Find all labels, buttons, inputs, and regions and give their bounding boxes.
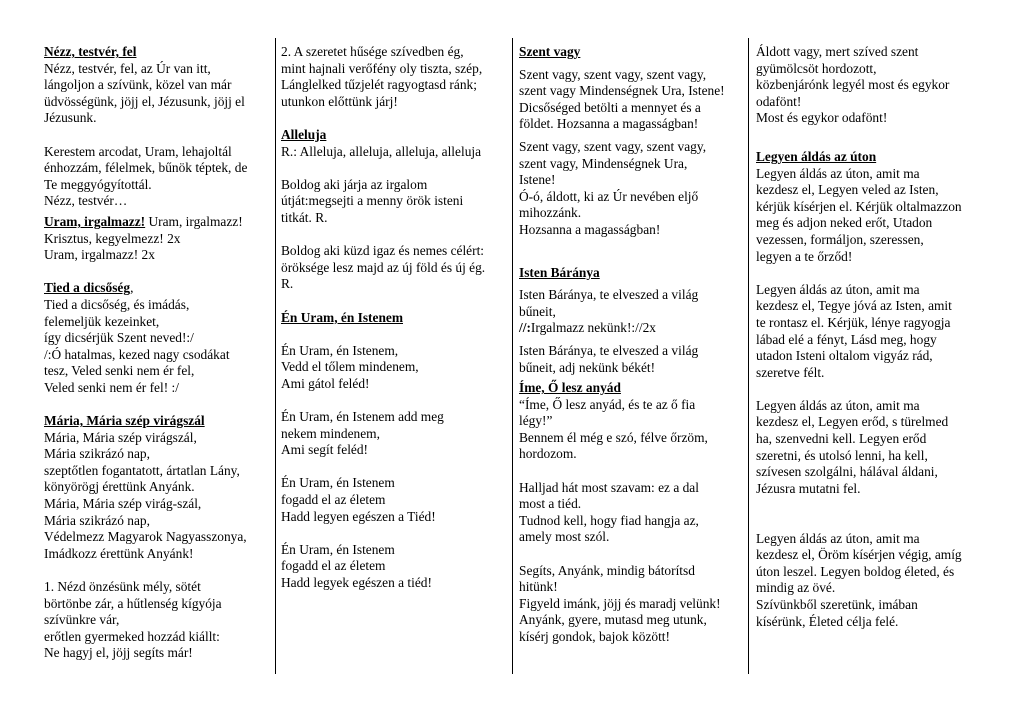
- lyric-line: R.: Alleluja, alleluja, alleluja, alleluja: [281, 143, 482, 159]
- lyric-line: Ó-ó, áldott, ki az Úr nevében eljő: [519, 188, 699, 204]
- lyric-line: földet. Hozsanna a magasságban!: [519, 116, 699, 132]
- lyric-line: titkát. R.: [281, 209, 328, 225]
- song-maria-szep-viragszal: [44, 413, 272, 662]
- lyric-line: fogadd el az életem: [281, 492, 386, 508]
- lyric-line: úton leszel. Legyen boldog életed, és: [756, 563, 955, 579]
- lyric-line: gyümölcsöt hordozott,: [756, 60, 877, 76]
- lyric-line: öröksége lesz majd az új föld és új ég.: [281, 259, 486, 275]
- lyric-line: Legyen áldás az úton, amit ma: [756, 165, 920, 181]
- verse-block: [756, 44, 980, 127]
- verse-block: [281, 44, 511, 110]
- lyric-line: Most és egykor odafönt!: [756, 110, 888, 126]
- lyric-line: könyörögj érettünk Anyánk.: [44, 479, 195, 495]
- lyric-line: Vedd el tőlem mindenem,: [281, 359, 419, 375]
- lyric-line: Én Uram, én Istenem: [281, 475, 395, 491]
- song-title: Íme, Ő lesz anyád: [519, 380, 621, 396]
- lyric-line: Hadd legyen egészen a Tiéd!: [281, 508, 436, 524]
- lyric-line: R.: [281, 276, 294, 292]
- column-1: [44, 44, 272, 662]
- lyric-line: kísérünk, Életed célja felé.: [756, 613, 899, 629]
- lyric-line: Boldog aki küzd igaz és nemes célért:: [281, 243, 485, 259]
- lyric-line: kérjük kísérjen el. Kérjük oltalmazzon: [756, 198, 962, 214]
- lyric-line: ha, szenvedni kell. Legyen erőd: [756, 431, 927, 447]
- lyric-line: tesz, Veled senki nem ér fel,: [44, 363, 195, 379]
- lyric-line: Figyeld imánk, jöjj és maradj velünk!: [519, 595, 721, 611]
- lyric-line: közbenjárónk legyél most és egykor: [756, 77, 950, 93]
- repeat-mark: //:: [519, 320, 531, 336]
- lyric-line: szent vagy Mindenségnek Ura, Istene!: [519, 83, 725, 99]
- lyric-line: kísérj gondok, bajok között!: [519, 629, 670, 644]
- lyric-line: Imádkozz érettünk Anyánk!: [44, 545, 194, 561]
- lyric-line: szeretve félt.: [756, 364, 825, 380]
- lyric-line: szeptőtlen fogantatott, ártatlan Lány,: [44, 462, 240, 478]
- lyric-line: amely most szól.: [519, 529, 610, 545]
- lyric-line: szent vagy, Mindenségnek Ura,: [519, 155, 688, 171]
- lyric-line: Én Uram, én Istenem,: [281, 342, 399, 358]
- lyric-line: Bennem él még e szó, félve őrzöm,: [519, 429, 708, 445]
- lyric-line: Szent vagy, szent vagy, szent vagy,: [519, 66, 707, 82]
- lyric-text: ,: [130, 280, 134, 296]
- column-2: [281, 44, 511, 608]
- lyric-line: Legyen áldás az úton, amit ma: [756, 530, 920, 546]
- lyric-line: Isten Báránya, te elveszed a világ: [519, 342, 699, 358]
- lyric-line: útját:megsejti a menny örök isteni: [281, 193, 464, 209]
- song-ime-o-lesz-anyad: [519, 380, 751, 646]
- column-3: [519, 44, 751, 646]
- lyric-line: Tied a dicsőség, és imádás,: [44, 296, 190, 312]
- lyric-line: Krisztus, kegyelmezz! 2x: [44, 230, 181, 246]
- lyric-line: Lánglelked tűzjelét ragyogtasd ránk;: [281, 77, 477, 93]
- lyric-line: bűneit,: [519, 303, 556, 319]
- song-title: Nézz, testvér, fel: [44, 44, 137, 59]
- lyric-line: Isten Báránya, te elveszed a világ: [519, 287, 699, 303]
- lyric-line: Szívünkből szeretünk, imában: [756, 597, 918, 612]
- lyric-line: légy!”: [519, 413, 553, 429]
- song-title: Uram, irgalmazz!: [44, 213, 146, 229]
- lyric-line: Nézz, testvér, fel, az Úr van itt,: [44, 60, 211, 76]
- lyric-line: erőtlen gyermeked hozzád kiállt:: [44, 628, 220, 644]
- lyric-line: “Íme, Ő lesz anyád, és te az ő fia: [519, 396, 696, 412]
- lyric-line: Legyen áldás az úton, amit ma: [756, 397, 920, 413]
- lyric-text: Irgalmazz nekünk!://2x: [530, 320, 656, 336]
- lyric-line: lábad elé a fényt, Lásd meg, hogy: [756, 331, 937, 347]
- lyric-line: /:Ó hatalmas, kezed nagy csodákat: [44, 346, 230, 362]
- lyric-text: Uram, irgalmazz!: [145, 213, 243, 229]
- lyric-line: Mária, Mária szép virág-szál,: [44, 496, 202, 512]
- lyric-line: Mária szikrázó nap,: [44, 446, 150, 462]
- lyric-line: üdvösségünk, jöjj el, Jézusunk, jöjj el: [44, 93, 245, 109]
- song-legyen-aldas-az-uton: [756, 149, 980, 630]
- lyric-line: mihozzánk.: [519, 205, 582, 221]
- lyric-line: Hadd legyek egészen a tiéd!: [281, 575, 432, 590]
- lyric-line: Védelmezz Magyarok Nagyasszonya,: [44, 529, 247, 545]
- lyric-line: Ami segít feléd!: [281, 442, 369, 458]
- column-4: [756, 44, 980, 630]
- lyric-line: vezessen, formáljon, szeressen,: [756, 231, 924, 247]
- column-divider: [512, 38, 513, 674]
- lyric-line: 2. A szeretet hűsége szívedben ég,: [281, 44, 464, 59]
- column-divider: [275, 38, 276, 674]
- lyric-line: szívesen szolgálni, hálával áldani,: [756, 464, 938, 480]
- lyric-line: 1. Nézd önzésünk mély, sötét: [44, 579, 201, 594]
- lyric-line: utunkon előttünk járj!: [281, 93, 398, 109]
- lyric-line: fogadd el az életem: [281, 558, 386, 574]
- song-tied-a-dicsoseg: [44, 280, 272, 396]
- song-title: Alleluja: [281, 126, 327, 142]
- song-title: Isten Báránya: [519, 264, 600, 280]
- lyric-line: mint hajnali verőfény oly tiszta, szép,: [281, 60, 483, 76]
- lyric-line: Szent vagy, szent vagy, szent vagy,: [519, 138, 707, 154]
- lyric-line: Halljad hát most szavam: ez a dal: [519, 479, 699, 495]
- song-title: Szent vagy: [519, 44, 581, 59]
- song-szent-vagy: [519, 44, 751, 239]
- lyric-line: kezdesz el, Legyen veled az Isten,: [756, 182, 939, 198]
- lyric-line: börtönbe zár, a hűtlenség kígyója: [44, 595, 222, 611]
- lyric-line: Én Uram, én Istenem: [281, 541, 395, 557]
- lyric-line: Segíts, Anyánk, mindig bátorítsd: [519, 562, 695, 578]
- lyric-line: hordozom.: [519, 446, 577, 462]
- lyric-line: Ne hagyj el, jöjj segíts már!: [44, 645, 193, 661]
- lyric-line: kezdesz el, Öröm kísérjen végig, amíg: [756, 547, 962, 563]
- lyric-line: lángoljon a szívünk, közel van már: [44, 77, 232, 93]
- song-title: Mária, Mária szép virágszál: [44, 413, 205, 429]
- lyric-line: hitünk!: [519, 579, 558, 595]
- lyric-line: kezdesz el, Tegye jóvá az Isten, amit: [756, 298, 952, 314]
- lyric-line: bűneit, adj nekünk békét!: [519, 359, 656, 375]
- lyric-line: Anyánk, gyere, mutasd meg utunk,: [519, 612, 707, 628]
- lyric-line: Mária, Mária szép virágszál,: [44, 429, 197, 445]
- lyric-line: most a tiéd.: [519, 496, 582, 512]
- song-nezz-testver: [44, 44, 272, 210]
- lyric-line: utadon Isteni oltalom vigyáz rád,: [756, 348, 933, 364]
- song-en-uram-en-istenem: [281, 310, 511, 592]
- lyric-line: Boldog aki járja az irgalom: [281, 176, 428, 192]
- song-alleluja: [281, 127, 511, 293]
- lyric-line: Uram, irgalmazz! 2x: [44, 247, 155, 263]
- song-title: Én Uram, én Istenem: [281, 309, 403, 325]
- lyric-line: te rontasz el. Kérjük, lénye ragyogja: [756, 314, 951, 330]
- lyric-line: Jézusra mutatni fel.: [756, 480, 861, 496]
- lyric-line: Tudnod kell, hogy fiad hangja az,: [519, 512, 699, 528]
- lyric-line: Jézusunk.: [44, 110, 97, 126]
- lyric-line: nekem mindenem,: [281, 425, 380, 441]
- lyric-line: Kerestem arcodat, Uram, lehajoltál: [44, 143, 232, 159]
- lyric-line: legyen a te őrződ!: [756, 248, 853, 264]
- lyric-line: Én Uram, én Istenem add meg: [281, 409, 444, 425]
- lyric-line: szívünkre vár,: [44, 612, 120, 628]
- song-isten-baranya: [519, 265, 751, 377]
- lyric-line: szeretni, és utolsó lenni, ha kell,: [756, 447, 928, 463]
- lyric-line: Dicsőséged betölti a mennyet és a: [519, 99, 701, 115]
- lyric-line: Istene!: [519, 172, 556, 188]
- lyric-line: odafönt!: [756, 93, 802, 109]
- lyric-line: kezdesz el, Legyen erőd, s türelmed: [756, 414, 949, 430]
- lyric-line: így dicsérjük Szent neved!:/: [44, 330, 194, 346]
- lyric-line: Veled senki nem ér fel! :/: [44, 379, 179, 395]
- lyric-line: Legyen áldás az úton, amit ma: [756, 281, 920, 297]
- lyric-line: felemeljük kezeinket,: [44, 313, 160, 329]
- lyric-line: Nézz, testvér…: [44, 193, 128, 209]
- lyric-line: Te meggyógyítottál.: [44, 176, 152, 192]
- song-title: Legyen áldás az úton: [756, 148, 877, 164]
- lyric-line: Ami gátol feléd!: [281, 375, 370, 391]
- lyric-line: Áldott vagy, mert szíved szent: [756, 44, 919, 59]
- lyric-line: Mária szikrázó nap,: [44, 512, 150, 528]
- lyric-line: meg és adjon neked erőt, Utadon: [756, 215, 933, 231]
- song-title: Tied a dicsőség: [44, 280, 131, 296]
- song-uram-irgalmazz: [44, 214, 272, 264]
- lyric-line: énhozzám, félelmek, bűnök téptek, de: [44, 160, 248, 176]
- lyric-line: mindig az övé.: [756, 580, 836, 596]
- lyric-line: Hozsanna a magasságban!: [519, 221, 661, 237]
